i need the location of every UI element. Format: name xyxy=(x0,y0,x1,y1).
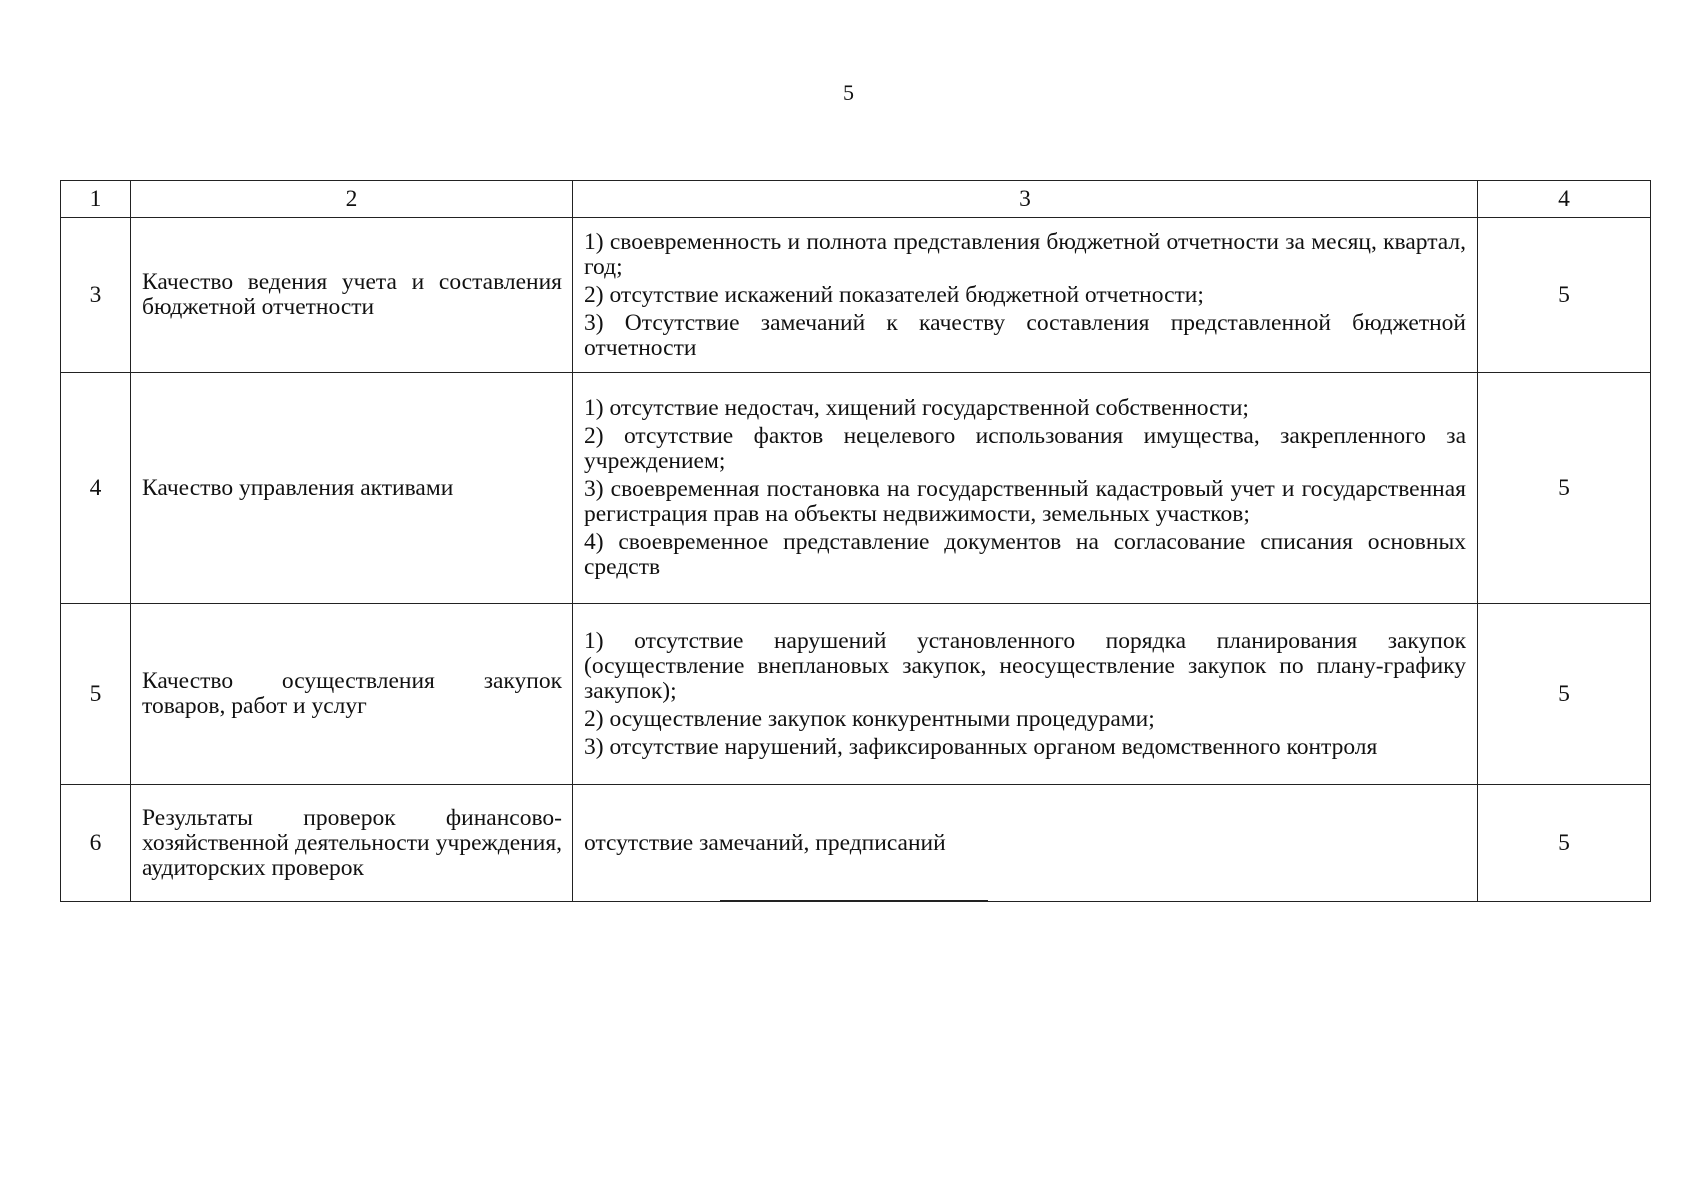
score: 5 xyxy=(1478,218,1651,373)
table-row xyxy=(61,604,1651,785)
header-col-4: 4 xyxy=(1478,181,1651,218)
score: 5 xyxy=(1478,604,1651,785)
row-number: 5 xyxy=(61,604,131,785)
indicators-cell xyxy=(573,604,1478,785)
indicator-item: 1) отсутствие нарушений установленного порядка планирования закупок (осуществление внеплановых закупок, неосуществление закупок по плану-графику закупок); xyxy=(584,627,1466,704)
indicators-cell xyxy=(573,218,1478,373)
criterion-name: Результаты проверок финансово-хозяйственной деятельности учреждения, аудиторских проверок xyxy=(131,785,573,902)
indicator-item: 1) отсутствие недостач, хищений государственной собственности; xyxy=(584,395,1249,421)
criterion-name: Качество ведения учета и составления бюджетной отчетности xyxy=(131,218,573,373)
indicator-item: отсутствие замечаний, предписаний xyxy=(584,829,946,856)
table-row xyxy=(61,218,1651,373)
indicator-item: 3) своевременная постановка на государственный кадастровый учет и государственная регистрация прав на объекты недвижимости, земельных участков; xyxy=(584,476,1466,527)
table-row xyxy=(61,373,1651,604)
table-header-row xyxy=(61,181,1651,218)
criterion-name: Качество осуществления закупок товаров, работ и услуг xyxy=(131,604,573,785)
indicator-item: 2) отсутствие искажений показателей бюджетной отчетности; xyxy=(584,281,1204,308)
row-number: 3 xyxy=(61,218,131,373)
score: 5 xyxy=(1478,785,1651,902)
row-number: 4 xyxy=(61,373,131,604)
table-row xyxy=(61,785,1651,902)
criterion-name: Качество управления активами xyxy=(131,373,573,604)
indicators-cell xyxy=(573,373,1478,604)
indicator-item: 3) отсутствие нарушений, зафиксированных органом ведомственного контроля xyxy=(584,733,1378,760)
indicator-item: 4) своевременное представление документов на согласование списания основных средств xyxy=(584,529,1466,580)
indicator-item: 2) осуществление закупок конкурентными процедурами; xyxy=(584,705,1155,732)
end-of-document-rule xyxy=(720,900,988,901)
header-col-3: 3 xyxy=(573,181,1478,218)
indicator-item: 1) своевременность и полнота представления бюджетной отчетности за месяц, квартал, год; xyxy=(584,228,1466,280)
criteria-table xyxy=(60,180,1651,902)
header-col-2: 2 xyxy=(131,181,573,218)
page-number: 5 xyxy=(843,80,854,105)
indicator-item: 2) отсутствие фактов нецелевого использования имущества, закрепленного за учреждением; xyxy=(584,423,1466,474)
score: 5 xyxy=(1478,373,1651,604)
indicators-cell xyxy=(573,785,1478,902)
row-number: 6 xyxy=(61,785,131,902)
indicator-item: 3) Отсутствие замечаний к качеству составления представленной бюджетной отчетности xyxy=(584,309,1466,361)
header-col-1: 1 xyxy=(61,181,131,218)
